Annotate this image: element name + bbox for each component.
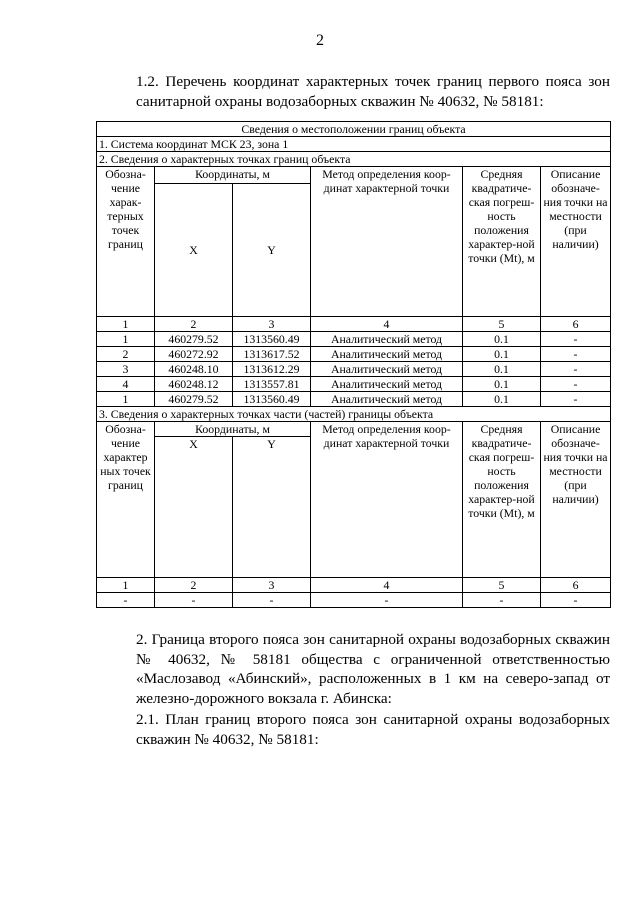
table-title: Сведения о местоположении границ объекта (97, 122, 611, 137)
header-error-s3: Средняя квадратиче-ская погреш-ность положения характер-ной точки (Mt), м (463, 422, 541, 578)
col-number: 2 (155, 578, 233, 593)
header-x-s3: X (155, 437, 233, 578)
coord-x: 460272.92 (155, 347, 233, 362)
col-number: 4 (311, 578, 463, 593)
description: - (541, 392, 611, 407)
header-y: Y (233, 184, 311, 317)
section-3-row: 3. Сведения о характерных точках части (частей) границы объекта (97, 407, 611, 422)
mt-error: 0.1 (463, 347, 541, 362)
coord-y: 1313557.81 (233, 377, 311, 392)
mt-error: 0.1 (463, 362, 541, 377)
col-number: 4 (311, 317, 463, 332)
point-number: 1 (97, 392, 155, 407)
header-description-s3: Описание обозначе-ния точки на местности (при наличии) (541, 422, 611, 578)
col-number: 1 (97, 317, 155, 332)
table-row (97, 362, 611, 377)
method: Аналитический метод (311, 347, 463, 362)
col-number: 2 (155, 317, 233, 332)
col-number: 3 (233, 578, 311, 593)
header-x: X (155, 184, 233, 317)
coord-y: 1313560.49 (233, 332, 311, 347)
coord-y: 1313617.52 (233, 347, 311, 362)
table-row (97, 392, 611, 407)
mt-error: 0.1 (463, 332, 541, 347)
col-number: 5 (463, 578, 541, 593)
column-numbers-row-s3 (97, 578, 611, 593)
part-cell: - (463, 593, 541, 608)
coord-y: 1313560.49 (233, 392, 311, 407)
coord-x: 460279.52 (155, 392, 233, 407)
description: - (541, 347, 611, 362)
point-number: 2 (97, 347, 155, 362)
method: Аналитический метод (311, 377, 463, 392)
coordinates-table (96, 121, 611, 608)
header-coordinates-s3: Координаты, м (155, 422, 311, 437)
coord-system-row: 1. Система координат МСК 23, зона 1 (97, 137, 611, 152)
mt-error: 0.1 (463, 392, 541, 407)
method: Аналитический метод (311, 362, 463, 377)
table-row-part (97, 593, 611, 608)
section-2-row: 2. Сведения о характерных точках границ объекта (97, 152, 611, 167)
coord-x: 460248.10 (155, 362, 233, 377)
section-2-paragraph (96, 630, 610, 708)
header-y-s3: Y (233, 437, 311, 578)
section-1-2-text: 1.2. Перечень координат характерных точек границ первого пояса зон санитарной охраны водозаборных скважин № 40632, № 58181: (136, 73, 610, 110)
coord-x: 460248.12 (155, 377, 233, 392)
table-row (97, 377, 611, 392)
header-method-s3: Метод определения коор-динат характерной точки (311, 422, 463, 578)
col-number: 3 (233, 317, 311, 332)
column-numbers-row (97, 317, 611, 332)
part-cell: - (311, 593, 463, 608)
description: - (541, 377, 611, 392)
coord-x: 460279.52 (155, 332, 233, 347)
header-coordinates: Координаты, м (155, 167, 311, 184)
col-number: 5 (463, 317, 541, 332)
point-number: 1 (97, 332, 155, 347)
mt-error: 0.1 (463, 377, 541, 392)
section-2-1-text: 2.1. План границ второго пояса зон санитарной охраны водозаборных скважин № 40632, № 58181: (136, 711, 610, 748)
header-designation-s3: Обозна-чение характер ных точек границ (97, 422, 155, 578)
point-number: 3 (97, 362, 155, 377)
col-number: 1 (97, 578, 155, 593)
header-description: Описание обозначе-ния точки на местности (при наличии) (541, 167, 611, 317)
coord-y: 1313612.29 (233, 362, 311, 377)
col-number: 6 (541, 578, 611, 593)
section-2-text: 2. Граница второго пояса зон санитарной охраны водозаборных скважин № 40632, № 58181 общества с ограниченной ответственностью «Маслозавод «Абинский», расположенных в 1 км на северо-запад от железно-дорожного вокзала г. Абинска: (136, 631, 610, 707)
section-2-1-paragraph (96, 710, 610, 749)
col-number: 6 (541, 317, 611, 332)
table-row (97, 332, 611, 347)
header-method: Метод определения коор-динат характерной точки (311, 167, 463, 317)
page-number: 2 (316, 32, 324, 49)
part-cell: - (541, 593, 611, 608)
method: Аналитический метод (311, 332, 463, 347)
description: - (541, 362, 611, 377)
header-designation: Обозна-чение харак-терных точек границ (97, 167, 155, 317)
method: Аналитический метод (311, 392, 463, 407)
description: - (541, 332, 611, 347)
part-cell: - (155, 593, 233, 608)
table-row (97, 347, 611, 362)
part-cell: - (233, 593, 311, 608)
point-number: 4 (97, 377, 155, 392)
section-1-2-heading (96, 72, 610, 111)
header-error: Средняя квадратиче-ская погреш-ность положения характер-ной точки (Mt), м (463, 167, 541, 317)
part-cell: - (97, 593, 155, 608)
